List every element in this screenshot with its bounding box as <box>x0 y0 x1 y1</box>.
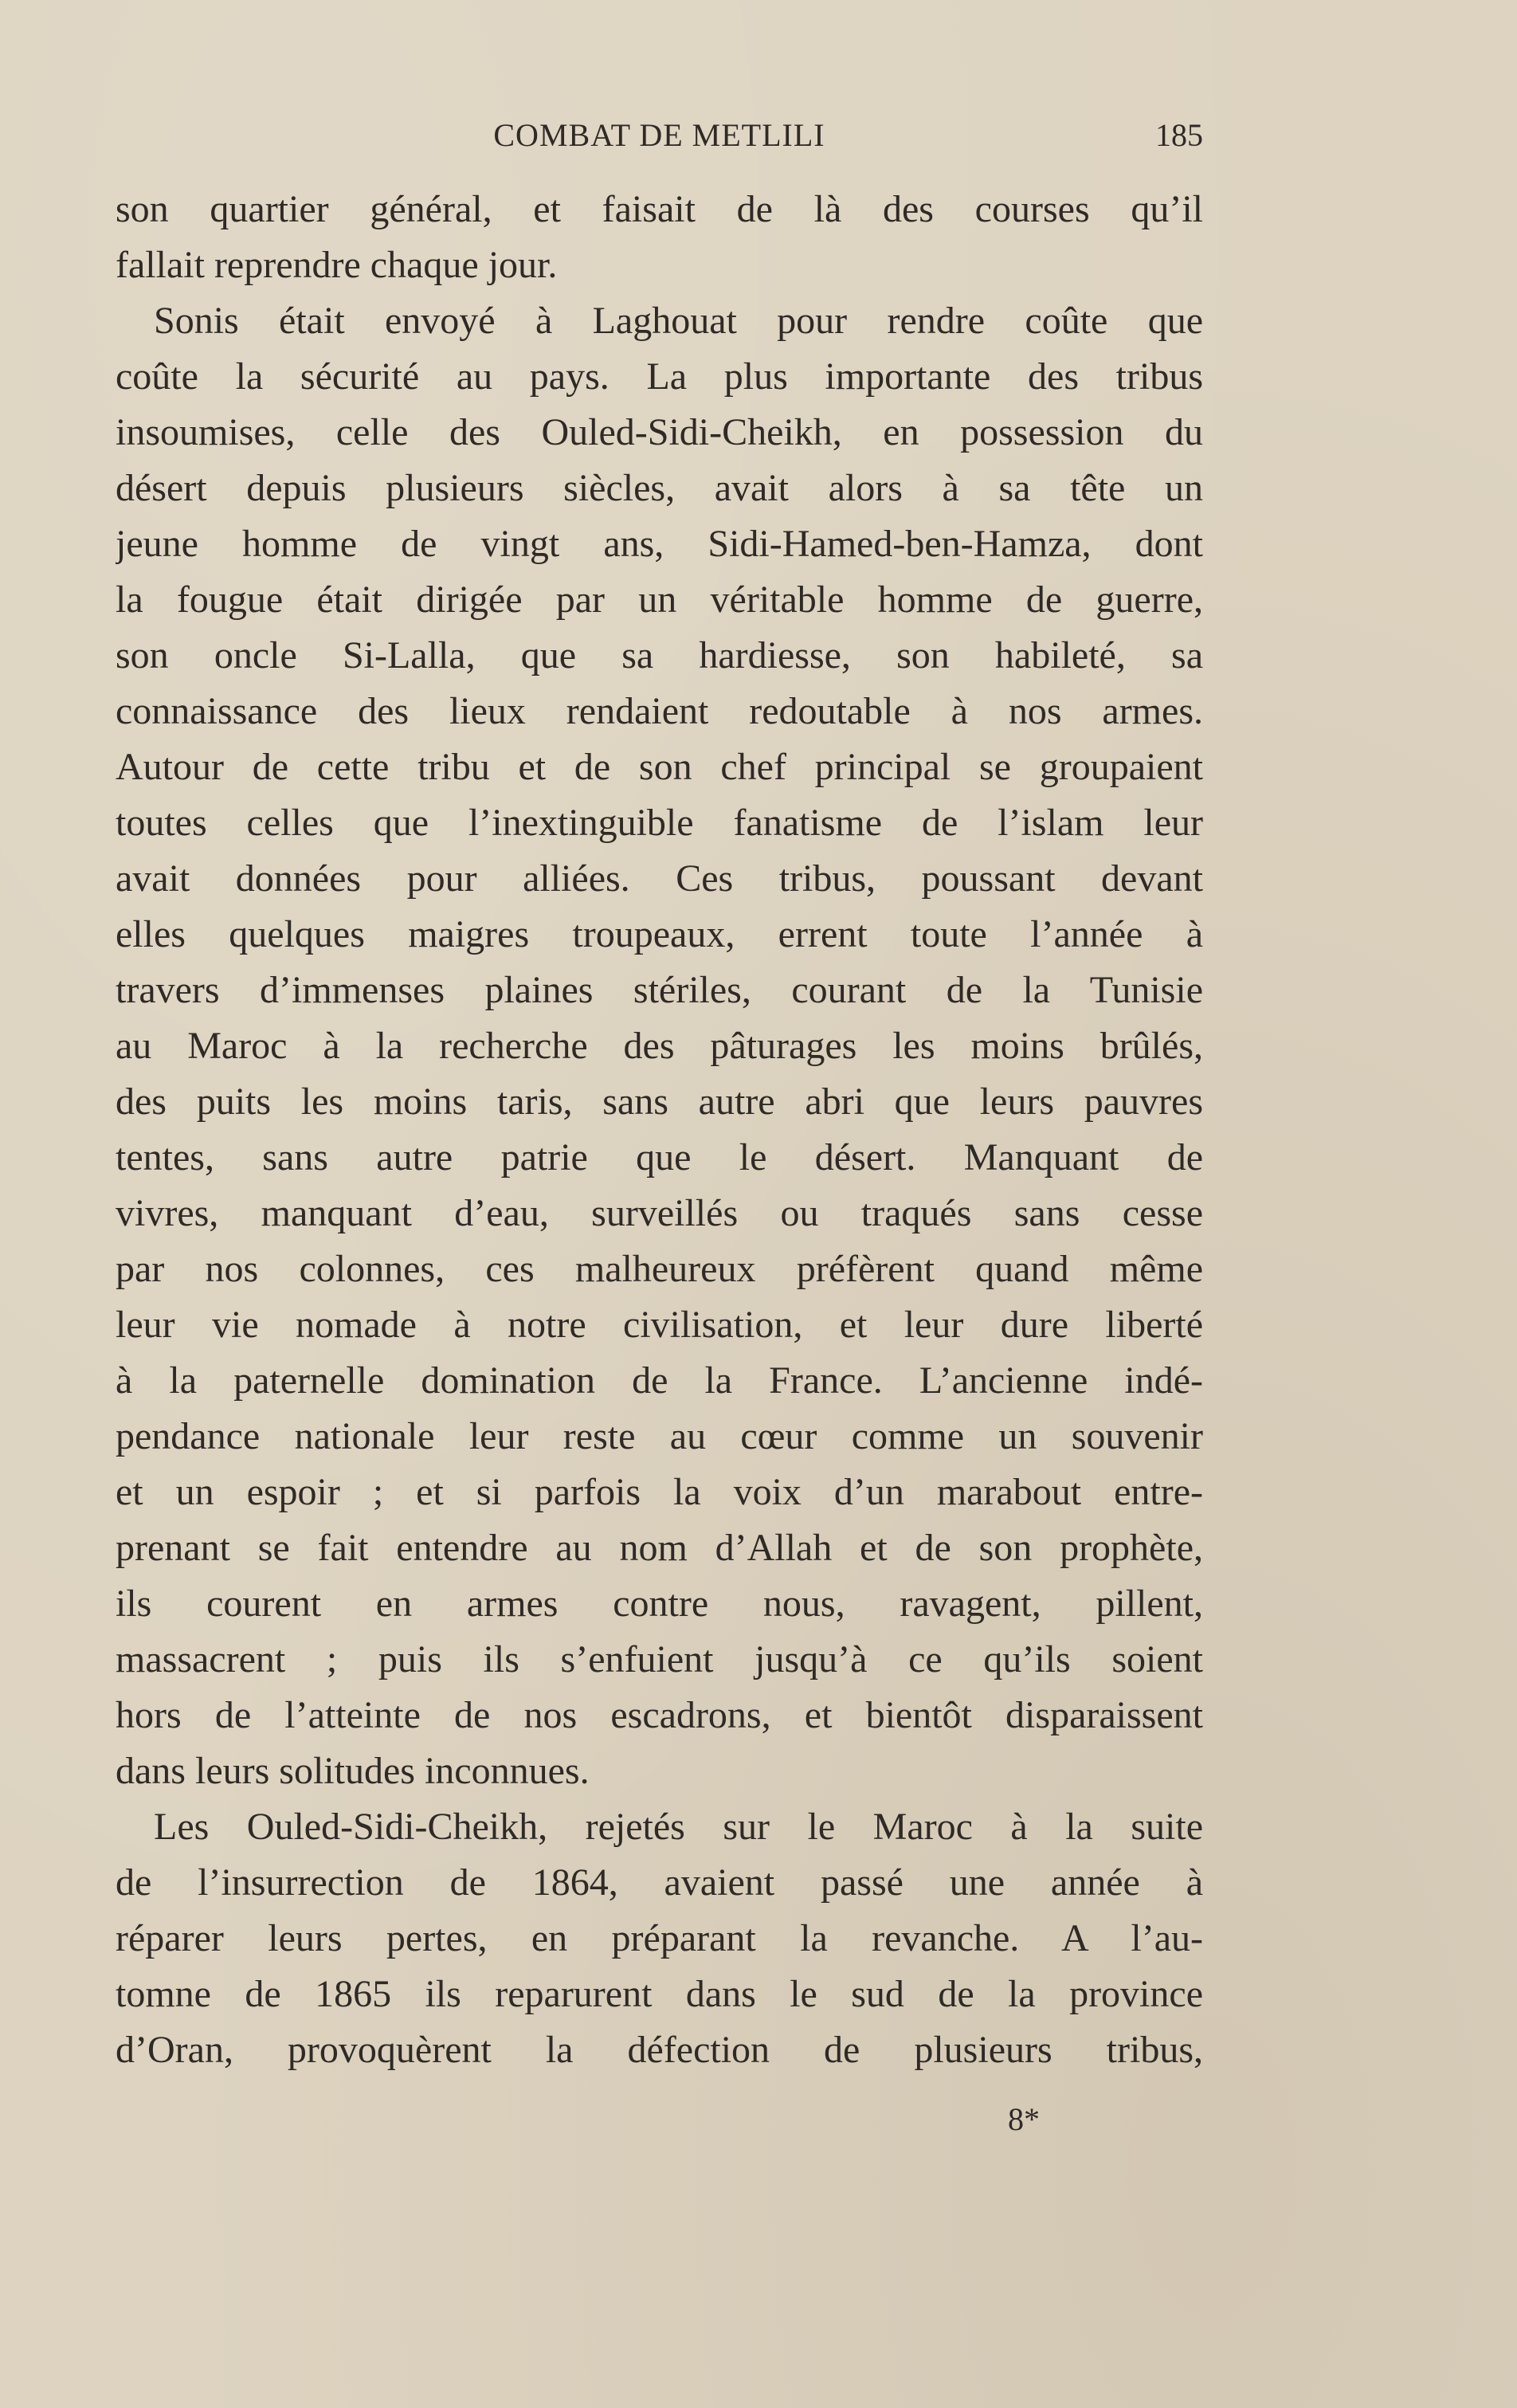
text-line: d’Oran, provoquèrent la défection de plusieurs tribus, <box>116 2029 1203 2071</box>
text-line: réparer leurs pertes, en préparant la revanche. A l’au- <box>116 1917 1203 1959</box>
text-line: à la paternelle domination de la France. L’ancienne indé- <box>116 1359 1203 1402</box>
text-line: la fougue était dirigée par un véritable homme de guerre, <box>116 578 1203 621</box>
text-line: insoumises, celle des Ouled-Sidi-Cheikh, en possession du <box>116 411 1203 453</box>
text-line: Les Ouled-Sidi-Cheikh, rejetés sur le Maroc à la suite <box>154 1806 1203 1848</box>
text-line: désert depuis plusieurs siècles, avait alors à sa tête un <box>116 467 1203 509</box>
text-line: Autour de cette tribu et de son chef principal se groupaient <box>116 746 1203 788</box>
text-line: connaissance des lieux rendaient redoutable à nos armes. <box>116 690 1203 732</box>
text-line: des puits les moins taris, sans autre abri que leurs pauvres <box>116 1080 1203 1123</box>
text-line: de l’insurrection de 1864, avaient passé une année à <box>116 1861 1203 1904</box>
text-line: fallait reprendre chaque jour. <box>116 244 558 286</box>
text-line: dans leurs solitudes inconnues. <box>116 1750 590 1792</box>
text-line: travers d’immenses plaines stériles, courant de la Tunisie <box>116 969 1203 1011</box>
text-line: massacrent ; puis ils s’enfuient jusqu’à ce qu’ils soient <box>116 1638 1203 1681</box>
text-line: Sonis était envoyé à Laghouat pour rendre coûte que <box>154 300 1203 342</box>
text-line: toutes celles que l’inextinguible fanatisme de l’islam leur <box>116 802 1203 844</box>
text-line: jeune homme de vingt ans, Sidi-Hamed-ben-Hamza, dont <box>116 523 1203 565</box>
running-head <box>116 112 1203 159</box>
text-line: vivres, manquant d’eau, surveillés ou traqués sans cesse <box>116 1192 1203 1234</box>
text-line: pendance nationale leur reste au cœur comme un souvenir <box>116 1415 1203 1457</box>
text-line: ils courent en armes contre nous, ravagent, pillent, <box>116 1582 1203 1625</box>
text-line: coûte la sécurité au pays. La plus importante des tribus <box>116 355 1203 398</box>
text-line: son oncle Si-Lalla, que sa hardiesse, son habileté, sa <box>116 634 1203 677</box>
text-line: hors de l’atteinte de nos escadrons, et bientôt disparaissent <box>116 1694 1203 1736</box>
text-line: tentes, sans autre patrie que le désert. Manquant de <box>116 1136 1203 1179</box>
body-text <box>116 182 1203 2078</box>
text-line: prenant se fait entendre au nom d’Allah et de son prophète, <box>116 1527 1203 1569</box>
text-line: avait données pour alliées. Ces tribus, poussant devant <box>116 857 1203 900</box>
text-line: au Maroc à la recherche des pâturages les moins brûlés, <box>116 1025 1203 1067</box>
page-number: 185 <box>1155 117 1203 153</box>
text-line: tomne de 1865 ils reparurent dans le sud de la province <box>116 1973 1203 2015</box>
text-line: leur vie nomade à notre civilisation, et leur dure liberté <box>116 1304 1203 1346</box>
running-title: COMBAT DE METLILI <box>493 117 825 153</box>
text-line: son quartier général, et faisait de là des courses qu’il <box>116 188 1203 230</box>
text-line: par nos colonnes, ces malheureux préfèrent quand même <box>116 1248 1203 1290</box>
signature-mark: 8* <box>1008 2101 1040 2137</box>
text-line: et un espoir ; et si parfois la voix d’un marabout entre- <box>116 1471 1203 1513</box>
text-line: elles quelques maigres troupeaux, errent toute l’année à <box>116 913 1203 955</box>
